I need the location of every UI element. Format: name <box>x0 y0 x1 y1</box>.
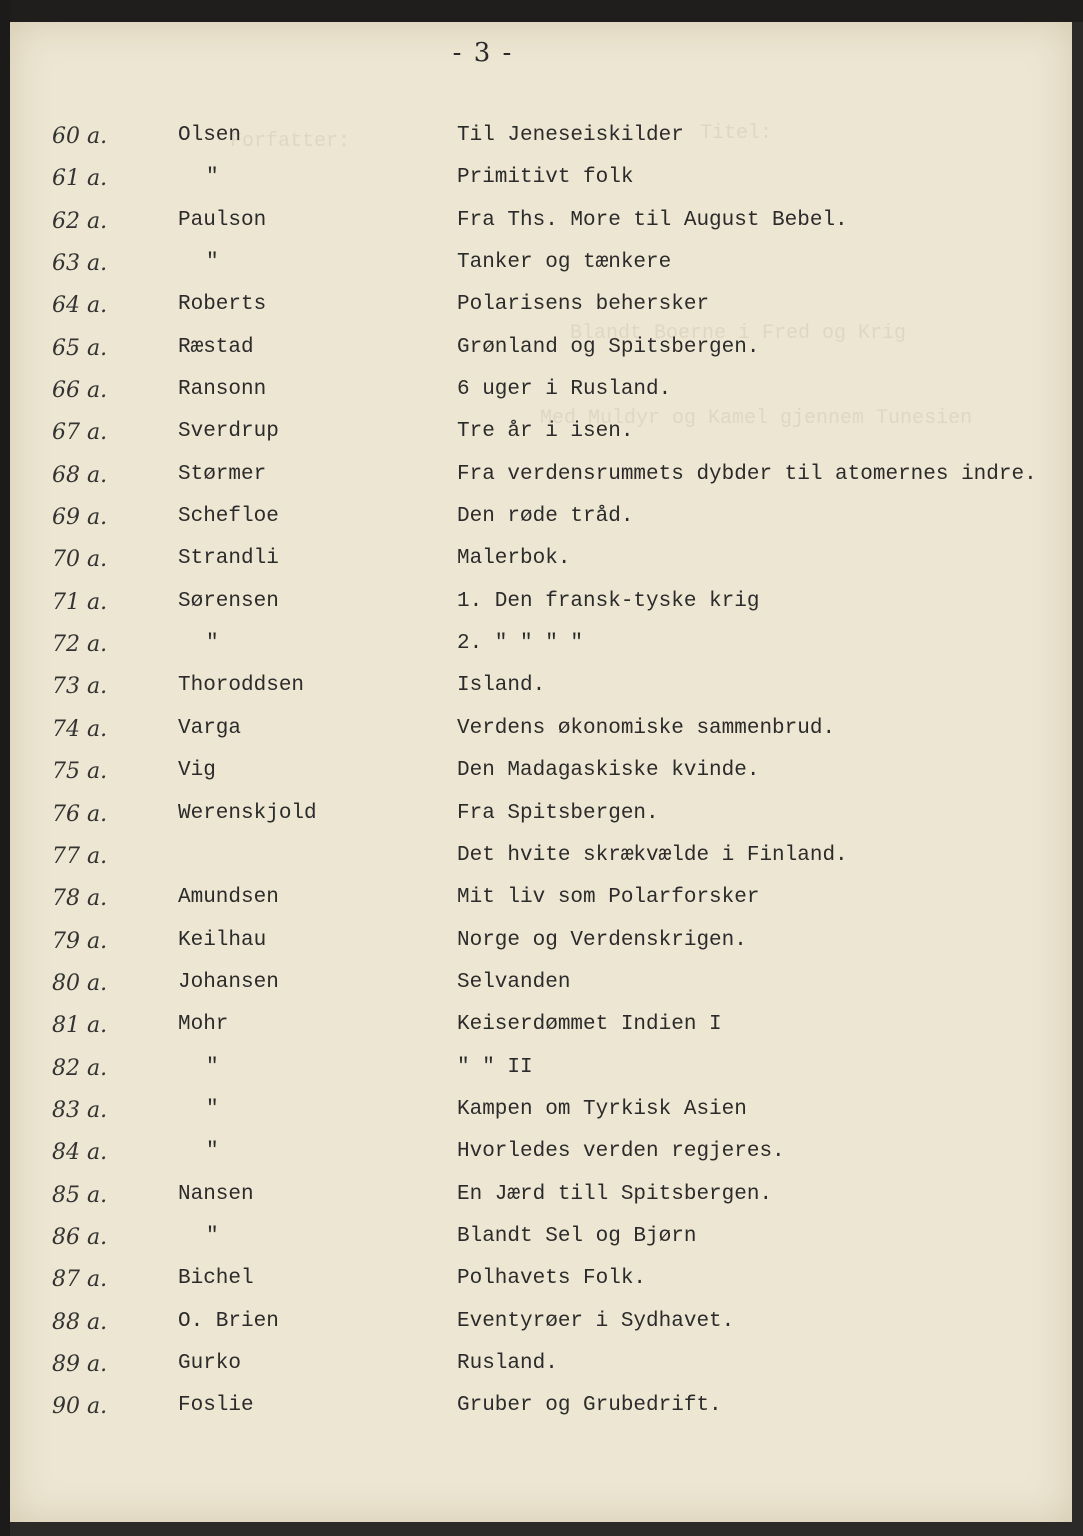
book-row <box>0 1344 1083 1386</box>
author: Ræstad <box>178 335 254 359</box>
book-row <box>0 709 1083 751</box>
author: Sørensen <box>178 589 279 613</box>
book-title: Keiserdømmet Indien I <box>457 1013 722 1037</box>
author: Thoroddsen <box>178 674 305 698</box>
entry-number: 68 a. <box>52 462 108 488</box>
book-title: Tanker og tænkere <box>457 251 672 275</box>
author: O. Brien <box>178 1309 279 1333</box>
author: Sverdrup <box>178 420 279 444</box>
entry-number: 70 a. <box>52 547 108 573</box>
book-row <box>0 624 1083 666</box>
author: Mohr <box>178 1013 229 1037</box>
book-title: Malerbok. <box>457 547 571 571</box>
author: Strandli <box>178 547 279 571</box>
author: Amundsen <box>178 886 279 910</box>
book-row <box>0 751 1083 793</box>
book-title: Verdens økonomiske sammenbrud. <box>457 716 836 740</box>
entry-number: 81 a. <box>52 1013 108 1039</box>
author: " <box>206 251 219 275</box>
book-title: Fra Ths. More til August Bebel. <box>457 208 848 232</box>
entry-number: 84 a. <box>52 1140 108 1166</box>
book-row <box>0 1175 1083 1217</box>
entry-number: 73 a. <box>52 674 108 700</box>
entry-number: 89 a. <box>52 1351 108 1377</box>
book-row <box>0 1217 1083 1259</box>
book-row <box>0 201 1083 243</box>
book-title: Eventyrøer i Sydhavet. <box>457 1309 735 1333</box>
entry-number: 74 a. <box>52 716 108 742</box>
book-title: Den Madagaskiske kvinde. <box>457 759 760 783</box>
book-row <box>0 1132 1083 1174</box>
author: Størmer <box>178 462 267 486</box>
book-row <box>0 328 1083 370</box>
entry-number: 67 a. <box>52 420 108 446</box>
entry-number: 66 a. <box>52 378 108 404</box>
book-title: En Jærd till Spitsbergen. <box>457 1182 773 1206</box>
book-title: " " II <box>457 1055 533 1079</box>
entry-number: 78 a. <box>52 886 108 912</box>
author: Ransonn <box>178 378 267 402</box>
book-title: Selvanden <box>457 970 571 994</box>
book-row <box>0 455 1083 497</box>
entry-number: 90 a. <box>52 1394 108 1420</box>
book-title: Fra verdensrummets dybder til atomernes indre. <box>457 462 1037 486</box>
author: Werenskjold <box>178 801 317 825</box>
entry-number: 86 a. <box>52 1224 108 1250</box>
book-title: 2. " " " " <box>457 632 584 656</box>
bleed-through-text: Titel: <box>700 122 773 145</box>
entry-number: 61 a. <box>52 166 108 192</box>
bleed-through-text: Blandt Boerne i Fred og Krig <box>570 322 907 345</box>
book-title: Polarisens behersker <box>457 293 710 317</box>
book-title: Norge og Verdenskrigen. <box>457 928 747 952</box>
entry-number: 87 a. <box>52 1267 108 1293</box>
page-number: - 3 - <box>452 38 514 68</box>
book-title: Fra Spitsbergen. <box>457 801 659 825</box>
book-row <box>0 836 1083 878</box>
entry-number: 72 a. <box>52 632 108 658</box>
entry-number: 77 a. <box>52 843 108 869</box>
book-row <box>0 1259 1083 1301</box>
entry-number: 75 a. <box>52 759 108 785</box>
book-row <box>0 285 1083 327</box>
entry-number: 79 a. <box>52 928 108 954</box>
entry-number: 88 a. <box>52 1309 108 1335</box>
book-row <box>0 1005 1083 1047</box>
author: Johansen <box>178 970 279 994</box>
author: " <box>206 166 219 190</box>
book-row <box>0 497 1083 539</box>
book-title: 6 uger i Rusland. <box>457 378 672 402</box>
author: Bichel <box>178 1267 254 1291</box>
book-title: Kampen om Tyrkisk Asien <box>457 1097 747 1121</box>
author: Paulson <box>178 208 267 232</box>
book-row <box>0 370 1083 412</box>
author: Keilhau <box>178 928 267 952</box>
book-row <box>0 539 1083 581</box>
author: " <box>206 1140 219 1164</box>
book-row <box>0 666 1083 708</box>
book-row <box>0 1048 1083 1090</box>
entry-number: 62 a. <box>52 208 108 234</box>
book-row <box>0 1302 1083 1344</box>
book-row <box>0 794 1083 836</box>
author: Roberts <box>178 293 267 317</box>
book-title: Det hvite skrækvælde i Finland. <box>457 843 848 867</box>
bleed-through-text: Med Muldyr og Kamel gjennem Tunesien <box>540 407 973 430</box>
book-title: Hvorledes verden regjeres. <box>457 1140 785 1164</box>
book-title: Til Jeneseiskilder <box>457 124 684 147</box>
entry-number: 65 a. <box>52 335 108 361</box>
author: Olsen <box>178 124 242 147</box>
book-title: Grønland og Spitsbergen. <box>457 335 760 359</box>
book-row <box>0 878 1083 920</box>
book-row <box>0 963 1083 1005</box>
author: " <box>206 1224 219 1248</box>
author: Foslie <box>178 1394 254 1418</box>
book-title: Primitivt folk <box>457 166 634 190</box>
book-title: Tre år i isen. <box>457 420 634 444</box>
entry-number: 60 a. <box>52 124 108 149</box>
book-row <box>0 412 1083 454</box>
entry-number: 64 a. <box>52 293 108 319</box>
author: Gurko <box>178 1351 242 1375</box>
entry-number: 71 a. <box>52 589 108 615</box>
book-row <box>0 1386 1083 1428</box>
book-row <box>0 158 1083 200</box>
author: Vig <box>178 759 216 783</box>
entry-number: 80 a. <box>52 970 108 996</box>
book-title: Den røde tråd. <box>457 505 634 529</box>
entry-number: 83 a. <box>52 1097 108 1123</box>
book-title: Island. <box>457 674 546 698</box>
entry-number: 85 a. <box>52 1182 108 1208</box>
book-row <box>0 116 1083 158</box>
entry-number: 82 a. <box>52 1055 108 1081</box>
book-list <box>0 116 1083 1429</box>
book-title: Rusland. <box>457 1351 558 1375</box>
entry-number: 63 a. <box>52 251 108 277</box>
entry-number: 76 a. <box>52 801 108 827</box>
book-row <box>0 582 1083 624</box>
author: Nansen <box>178 1182 254 1206</box>
author: " <box>206 632 219 656</box>
book-title: Gruber og Grubedrift. <box>457 1394 722 1418</box>
scan-top-border <box>0 0 1083 22</box>
book-title: Blandt Sel og Bjørn <box>457 1224 697 1248</box>
bleed-through-text: Forfatter: <box>230 130 351 153</box>
book-title: 1. Den fransk-tyske krig <box>457 589 760 613</box>
book-row <box>0 921 1083 963</box>
book-title: Mit liv som Polarforsker <box>457 886 760 910</box>
book-row <box>0 1090 1083 1132</box>
book-title: Polhavets Folk. <box>457 1267 647 1291</box>
author: " <box>206 1097 219 1121</box>
book-row <box>0 243 1083 285</box>
entry-number: 69 a. <box>52 505 108 531</box>
author: " <box>206 1055 219 1079</box>
author: Varga <box>178 716 242 740</box>
author: Schefloe <box>178 505 279 529</box>
